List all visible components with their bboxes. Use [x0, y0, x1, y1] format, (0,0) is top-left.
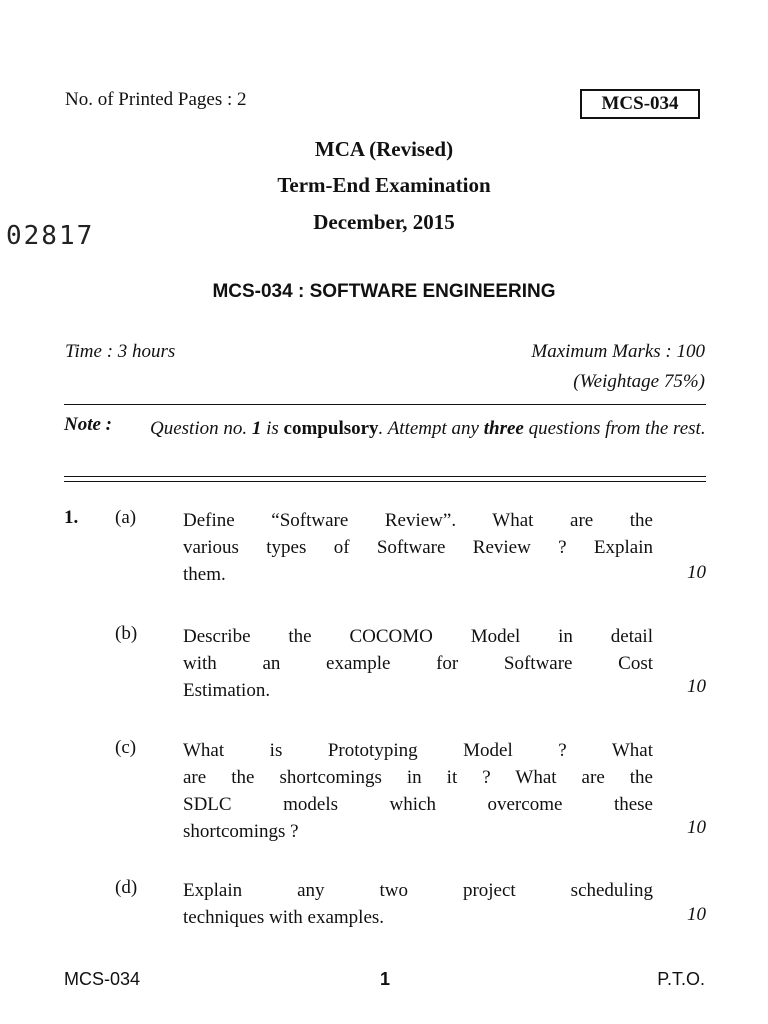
part-text [183, 877, 653, 931]
part-marks: 10 [687, 904, 706, 925]
part-text [183, 623, 653, 704]
exam-title: Term-End Examination [277, 173, 491, 197]
note-text: Question no. 1 is compulsory. Attempt any three questions from the rest. [150, 418, 706, 439]
program-title: MCA (Revised) [314, 137, 454, 161]
note-label: Note : [64, 414, 113, 435]
question-number: 1. [64, 507, 79, 528]
subject-title: MCS-034 : SOFTWARE ENGINEERING [212, 281, 556, 302]
part-label: (c) [115, 737, 137, 758]
part-line: SDLC models which overcome these [183, 794, 653, 815]
part-text [183, 737, 653, 845]
part-line: various types of Software Review ? Explain [183, 537, 653, 558]
pto-label: P.T.O. [657, 969, 705, 989]
printed-pages: No. of Printed Pages : 2 [65, 89, 247, 110]
weightage: (Weightage 75%) [573, 371, 705, 392]
paper-code-box: MCS-034 [580, 89, 700, 119]
serial-number: 02817 [6, 221, 95, 251]
part-text [183, 507, 653, 588]
footer-code: MCS-034 [64, 969, 141, 989]
part-line: with an example for Software Cost [183, 653, 653, 674]
part-line: shortcomings ? [183, 821, 299, 842]
part-line: Describe the COCOMO Model in detail [183, 626, 653, 647]
note-question-number: 1 [251, 418, 262, 439]
part-line: Estimation. [183, 680, 271, 701]
part-label: (d) [115, 877, 138, 898]
part-label: (b) [115, 623, 138, 644]
part-marks: 10 [687, 817, 706, 838]
part-line: them. [183, 564, 226, 585]
part-marks: 10 [687, 676, 706, 697]
part-line: Explain any two project scheduling [183, 880, 653, 901]
part-line: What is Prototyping Model ? What [183, 740, 653, 761]
divider-top [64, 404, 706, 405]
exam-session: December, 2015 [313, 210, 455, 234]
exam-time: Time : 3 hours [65, 341, 176, 362]
note-three: three [483, 418, 524, 439]
part-label: (a) [115, 507, 137, 528]
part-line: techniques with examples. [183, 907, 385, 928]
max-marks: Maximum Marks : 100 [531, 341, 705, 362]
divider-double-2 [64, 481, 706, 482]
page-number: 1 [379, 969, 390, 989]
divider-double-1 [64, 476, 706, 477]
note-compulsory: compulsory [283, 418, 379, 439]
part-line: are the shortcomings in it ? What are the [183, 767, 653, 788]
part-line: Define “Software Review”. What are the [183, 510, 653, 531]
part-marks: 10 [687, 562, 706, 583]
